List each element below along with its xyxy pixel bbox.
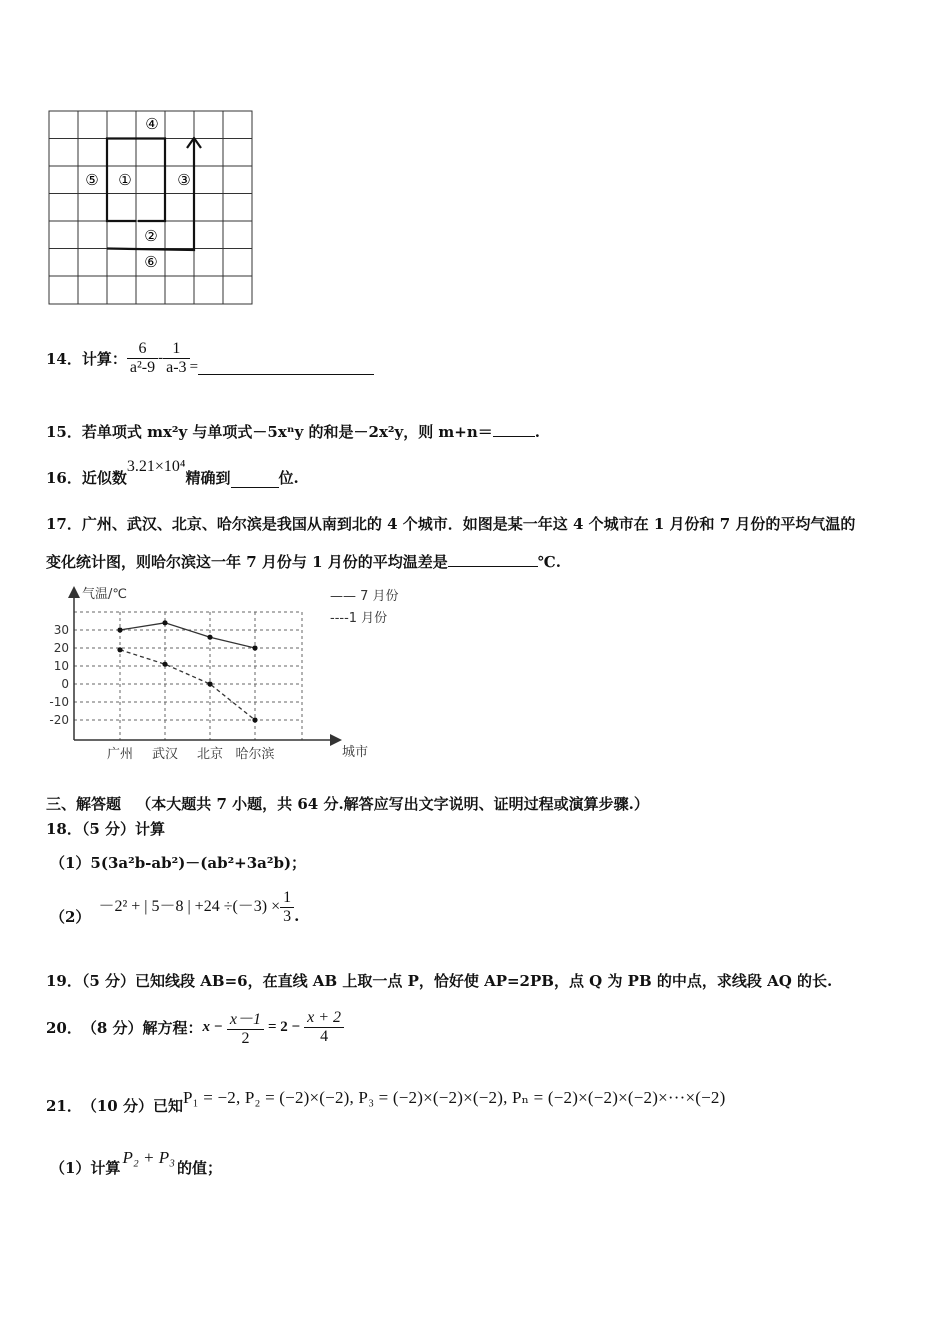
q14-f1-numerator: 6 [138,339,147,357]
series-2-point [207,681,212,686]
q18-p1-text: （1）5(3a²b-ab²)－(ab²+3a²b)； [50,854,307,872]
q14-lead: 计算： [81,349,127,368]
q18-p2-expr: －2² + | 5－8 | +24 ÷(－3) × [98,897,281,915]
x-tick-labels [107,746,275,762]
q18-p2-fraction [280,889,294,926]
series-1-point [162,620,167,625]
section-3-title: 三、解答题 [46,795,122,813]
q19-number: 19． [46,972,82,990]
q14-minus: - [158,349,164,366]
q20-f2-denominator: 4 [304,1027,344,1046]
q21-number: 21． [46,1097,82,1115]
q14-fraction-2 [163,340,189,377]
question-17-line2 [46,551,561,572]
q21-p1-tail: 的值； [177,1159,223,1177]
grid-label-4: ④ [145,115,159,133]
q21-part-1 [50,1148,222,1178]
q14-f2-numerator: 1 [172,339,181,357]
q21-p1-label: （1）计算 [50,1159,121,1177]
q17-number: 17． [46,515,82,533]
legend-entry-1: —— 7 月份 [330,589,399,604]
q14-equals: = [189,358,199,375]
q17-answer-blank[interactable] [448,552,538,567]
question-18 [46,818,165,839]
q16-tail: 精确到 [185,469,231,487]
q20-fraction-2 [304,1009,344,1046]
y-tick-label: 0 [61,677,69,691]
q18-p2-label: （2） [50,907,91,926]
q15-end: . [534,423,540,441]
y-tick-label: 10 [53,659,69,673]
series-line-1 [120,623,255,648]
series-1-point [207,635,212,640]
series-1-point [252,645,257,650]
series-line-2 [120,650,255,720]
section-3-header [46,793,649,814]
q16-answer-blank[interactable] [231,473,279,488]
q14-f2-denominator: a-3 [163,358,189,377]
question-19 [46,970,832,991]
q16-number: 16． [46,469,82,487]
q21-lead: （10 分）已知 [81,1097,183,1115]
q20-fraction-1 [227,1006,264,1048]
q21-expr: P₁ = −2, P₂ = (−2)×(−2), P₃ = (−2)×(−2)×(−2), Pₙ = (−2)×(−2)×(−2)×···×(−2) [182,1088,726,1107]
q20-mid: = 2 − [268,1018,301,1035]
q18-part-1 [50,852,306,873]
x-tick-label: 哈尔滨 [235,747,275,762]
q16-end: 位. [278,469,299,487]
series-2-point [117,647,122,652]
q20-f2-numerator: x + 2 [307,1008,342,1026]
q15-text: 若单项式 mx²y 与单项式－5xⁿy 的和是－2x²y，则 m+n＝ [81,423,493,441]
grid-label-6: ⑥ [144,253,158,271]
grid-figure [48,110,256,306]
question-15 [46,421,540,442]
q14-answer-blank[interactable] [198,360,374,375]
temperature-chart [44,582,414,766]
q15-answer-blank[interactable] [493,422,535,437]
q14-number: 14． [46,349,82,368]
q18-p2-denominator: 3 [280,907,294,926]
chart-grid [74,612,302,740]
q16-lead: 近似数 [81,469,127,487]
section-3-desc: （本大题共 7 小题，共 64 分.解答应写出文字说明、证明过程或演算步骤.） [136,795,649,813]
q15-number: 15． [46,423,82,441]
question-14 [46,336,374,380]
grid-label-3: ③ [177,171,191,189]
q20-f1-denominator: 2 [227,1029,264,1048]
x-tick-label: 武汉 [151,747,179,762]
q16-value: 3.21×10⁴ [126,458,186,475]
q21-p1-expr: P₂ + P₃ [122,1148,175,1167]
q20-x: x − [202,1018,223,1035]
y-tick-label: -20 [49,713,69,727]
legend-entry-2: ----1 月份 [330,611,388,626]
q18-p2-end: . [294,907,300,925]
series-1-point [117,627,122,632]
x-tick-label: 广州 [106,747,134,762]
q20-lead: （8 分）解方程： [81,1018,203,1037]
question-16 [46,458,299,488]
y-tick-label: -10 [49,695,69,709]
series-lines [117,620,257,722]
q18-part-2 [50,884,299,930]
q14-fraction-1 [127,340,158,377]
question-17-line1 [46,513,855,534]
x-tick-label: 北京 [196,747,224,762]
series-2-point [252,717,257,722]
grid-label-2: ② [144,227,158,245]
y-tick-labels [49,623,69,727]
q19-text: （5 分）已知线段 AB=6，在直线 AB 上取一点 P，恰好使 AP=2PB，点 Q 为 PB 的中点，求线段 AQ 的长. [81,972,833,990]
y-tick-label: 30 [53,623,69,637]
q14-f1-denominator: a²-9 [127,358,158,377]
q20-f1-numerator: x－1 [229,1011,261,1028]
q17-text-line2: 变化统计图，则哈尔滨这一年 7 月份与 1 月份的平均温差是 [46,553,448,571]
q17-text-line1: 广州、武汉、北京、哈尔滨是我国从南到北的 4 个城市．如图是某一年这 4 个城市在 1 月份和 7 月份的平均气温的 [81,515,856,533]
q18-number: 18． [46,820,82,838]
question-20 [46,1004,344,1050]
q18-head: （5 分）计算 [81,820,166,838]
q18-p2-numerator: 1 [283,888,292,906]
q20-number: 20． [46,1018,82,1037]
y-tick-label: 20 [53,641,69,655]
chart-legend [330,589,399,626]
question-21 [46,1086,725,1116]
q17-unit: ℃. [537,553,561,571]
series-2-point [162,662,167,667]
x-axis-label: 城市 [342,745,369,760]
y-axis-label: 气温/℃ [82,587,127,602]
grid-label-1: ① [118,171,132,189]
grid-label-5: ⑤ [85,171,99,189]
